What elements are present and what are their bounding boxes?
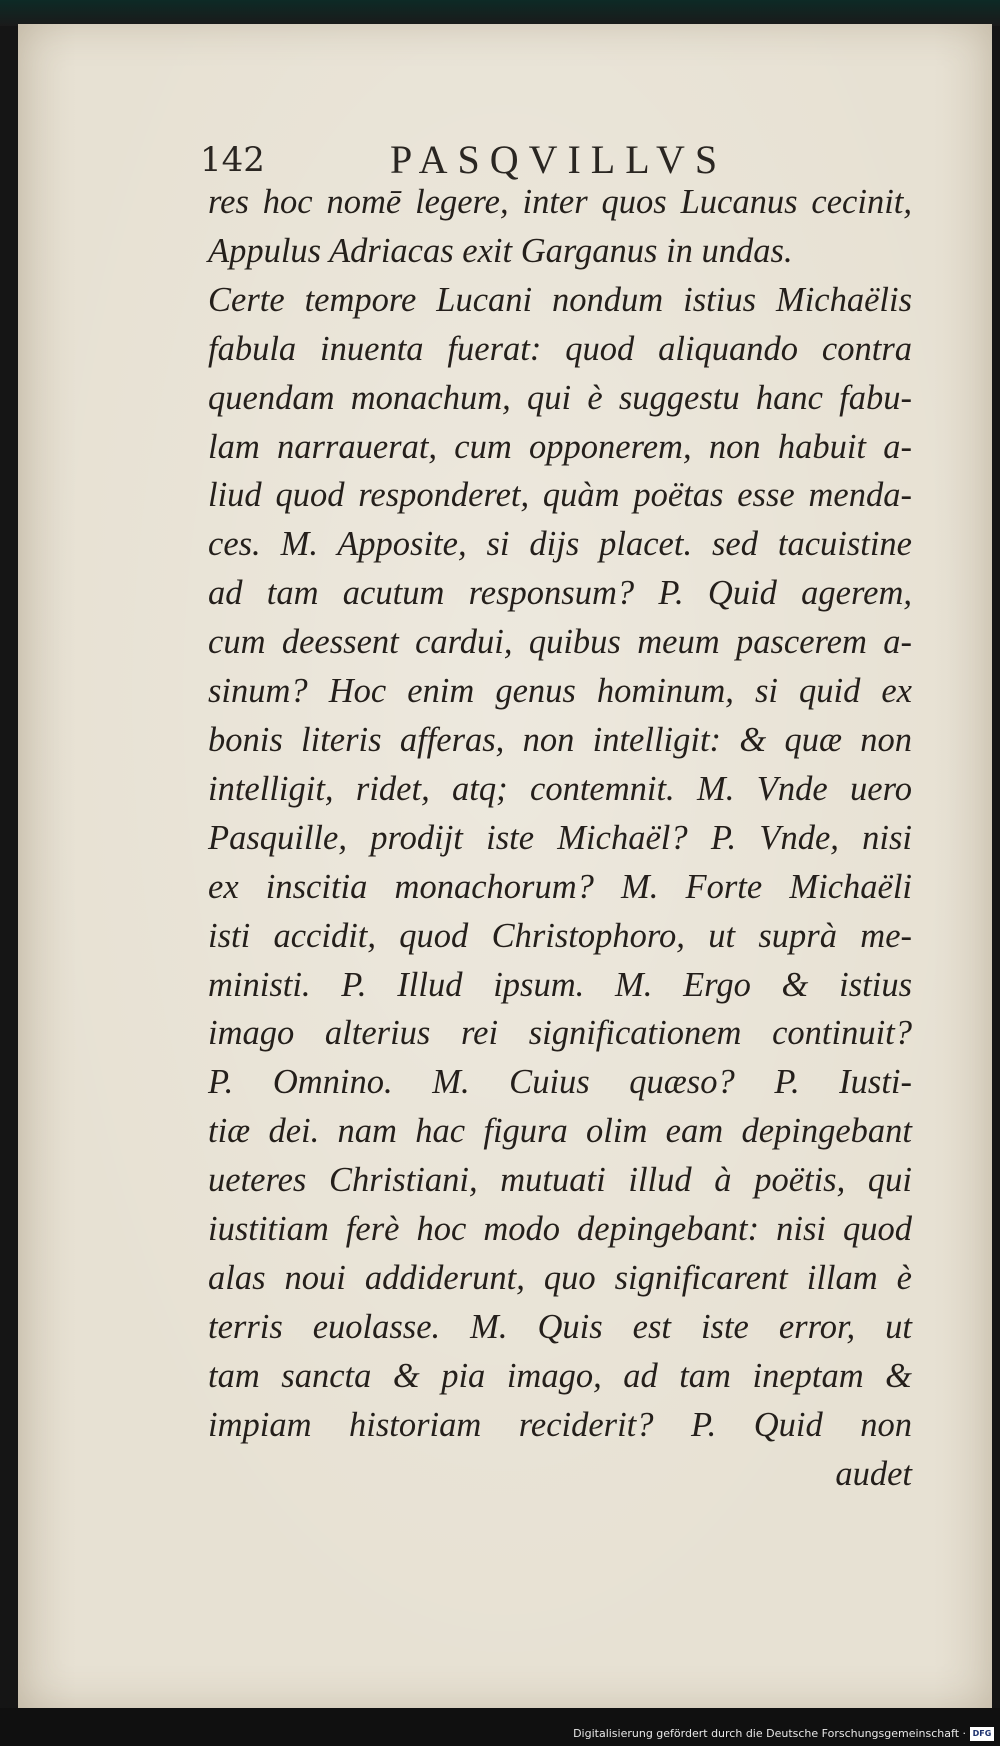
scan-top-edge [0,0,1000,26]
catchword: audet [835,1454,912,1493]
page-number: 142 [200,140,265,180]
text-line: lam narrauerat, cum opponerem, non habuit a- [208,427,912,466]
scan-bottom-edge [0,1708,1000,1746]
body-text [208,178,912,1498]
dfg-logo: DFG [970,1727,994,1741]
text-line: imago alterius rei significationem continuit? [208,1014,912,1053]
running-title: PASQVILLVS [390,137,728,182]
text-line: iustitiam ferè hoc modo depingebant: nisi quod [208,1210,912,1249]
text-line: alas noui addiderunt, quo significarent illam è [208,1258,912,1297]
text-line: quendam monachum, qui è suggestu hanc fabu- [208,378,912,417]
text-line: ad tam acutum responsum? P. Quid agerem, [208,574,912,613]
text-line: isti accidit, quod Christophoro, ut suprà me- [208,916,912,955]
text-line: ueteres Christiani, mutuati illud à poëtis, qui [208,1161,912,1200]
text-line: liud quod responderet, quàm poëtas esse menda- [208,476,912,515]
digitization-credit: Digitalisierung gefördert durch die Deutsche Forschungsgemeinschaft · [573,1727,966,1740]
text-line: fabula inuenta fuerat: quod aliquando contra [208,329,912,368]
text-line: tiæ dei. nam hac figura olim eam depingebant [208,1112,912,1151]
text-line: P. Omnino. M. Cuius quæso? P. Iusti- [208,1063,912,1102]
text-line: Pasquille, prodijt iste Michaël? P. Vnde, nisi [208,818,912,857]
text-line: Appulus Adriacas exit Garganus in undas. [208,231,793,270]
text-line: impiam historiam reciderit? P. Quid non [208,1405,912,1444]
text-line: bonis literis afferas, non intelligit: & quæ non [208,720,912,759]
text-line: ex inscitia monachorum? M. Forte Michaëli [208,867,912,906]
text-line: Certe tempore Lucani nondum istius Michaëlis [208,280,912,319]
text-line: intelligit, ridet, atq; contemnit. M. Vnde uero [208,769,912,808]
text-line: ministi. P. Illud ipsum. M. Ergo & istius [208,965,912,1004]
text-line: sinum? Hoc enim genus hominum, si quid ex [208,672,912,711]
text-line: cum deessent cardui, quibus meum pascerem a- [208,623,912,662]
text-line: terris euolasse. M. Quis est iste error, ut [208,1307,912,1346]
text-line: tam sancta & pia imago, ad tam ineptam & [208,1356,912,1395]
text-line: ces. M. Apposite, si dijs placet. sed tacuistine [208,525,912,564]
text-line: res hoc nomē legere, inter quos Lucanus cecinit, [208,183,912,221]
